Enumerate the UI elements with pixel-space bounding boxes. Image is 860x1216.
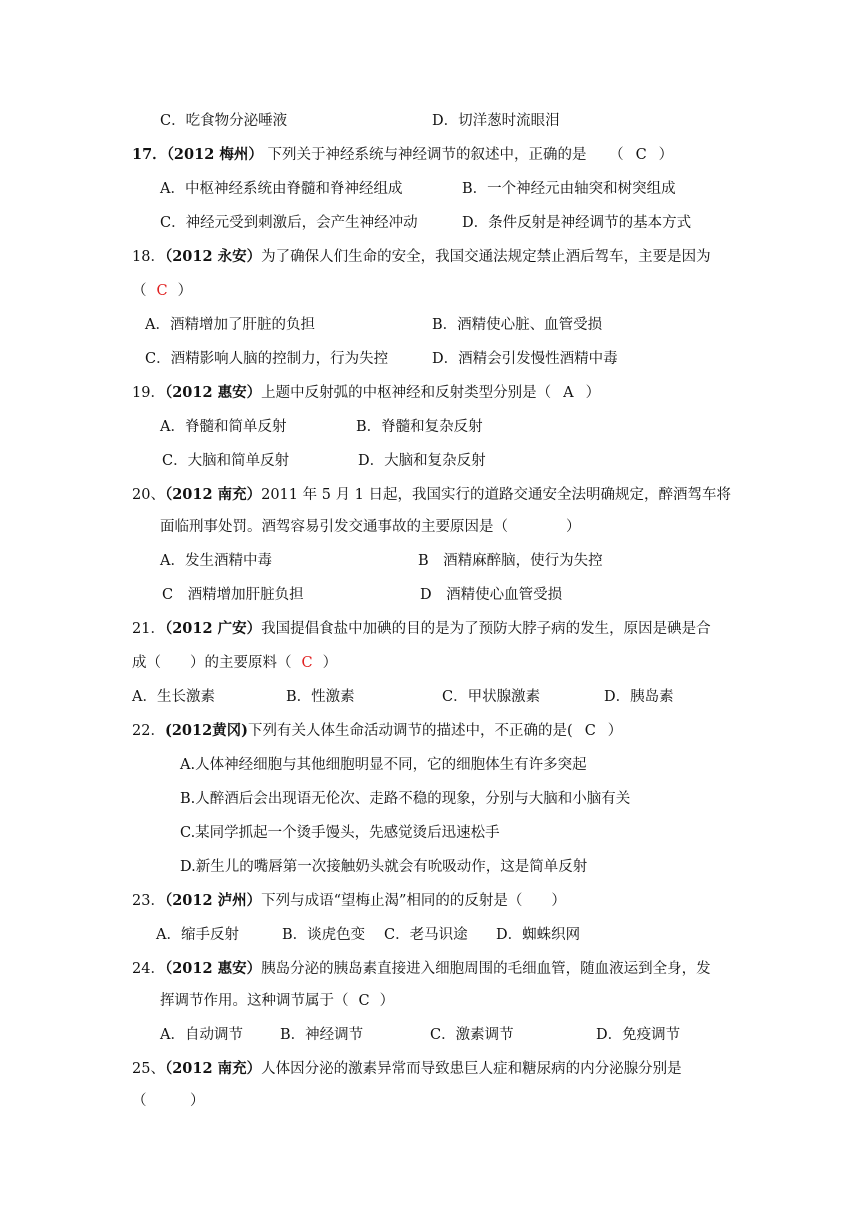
question-stem-2: 成（ ）的主要原料（	[132, 655, 292, 671]
question-stem-1: 2011 年 5 月 1 日起，我国实行的道路交通安全法明确规定，醉酒驾车将	[261, 487, 732, 503]
q24-option-c: C．激素调节	[430, 1027, 514, 1043]
q20-option-b: B 酒精麻醉脑，使行为失控	[418, 553, 603, 569]
q17-option-b: B．一个神经元由轴突和树突组成	[462, 181, 676, 197]
q23-option-a: A．缩手反射	[156, 927, 239, 943]
q24-option-d: D．免疫调节	[596, 1027, 681, 1043]
q21-option-b: B．性激素	[286, 689, 355, 705]
answer-close: ）	[585, 385, 601, 401]
q24-option-a: A．自动调节	[160, 1027, 243, 1043]
answer-close: ）	[322, 655, 338, 671]
question-25	[132, 1059, 682, 1079]
q16-option-d: D．切洋葱时流眼泪	[432, 113, 560, 129]
answer-close: ）	[379, 993, 395, 1009]
question-stem-2: （ ）	[132, 1093, 205, 1109]
question-stem: 为了确保人们生命的安全，我国交通法规定禁止酒后驾车，主要是因为	[261, 249, 711, 265]
q19-option-b: B．脊髓和复杂反射	[356, 419, 483, 435]
answer: C	[156, 283, 168, 299]
question-stem-1: 人体因分泌的激素异常而导致患巨人症和糖尿病的内分泌腺分别是	[261, 1061, 682, 1077]
q17-option-c: C．神经元受到刺激后，会产生神经冲动	[160, 215, 418, 231]
question-number: 20、	[132, 487, 165, 503]
answer: C	[584, 723, 596, 739]
answer-open: （	[609, 147, 624, 163]
answer-close: ）	[607, 723, 623, 739]
question-number: 22．	[132, 723, 165, 739]
question-23	[132, 891, 566, 911]
question-stem: 上题中反射弧的中枢神经和反射类型分别是（	[261, 385, 552, 401]
q18-option-b: B．酒精使心脏、血管受损	[432, 317, 603, 333]
question-source: （2012 惠安）	[164, 960, 262, 977]
q20-option-a: A．发生酒精中毒	[160, 553, 272, 569]
question-source: (2012黄冈)	[164, 722, 249, 739]
question-number: 19．	[132, 385, 165, 401]
q19-option-a: A．脊髓和简单反射	[160, 419, 287, 435]
question-19	[132, 383, 600, 403]
question-number: 24．	[132, 961, 165, 977]
question-24	[132, 959, 711, 979]
answer-close: ）	[177, 283, 193, 299]
q20-option-c: C 酒精增加肝脏负担	[162, 587, 304, 603]
q19-option-d: D．大脑和复杂反射	[358, 453, 486, 469]
q24-stem-2	[160, 991, 394, 1011]
question-source: （2012 永安）	[164, 248, 262, 265]
question-17	[132, 145, 673, 165]
q23-option-c: C．老马识途	[384, 927, 468, 943]
q20-option-d: D 酒精使心血管受损	[420, 587, 563, 603]
q18-option-c: C．酒精影响人脑的控制力，行为失控	[145, 351, 389, 367]
q22-option-b: B.人醉酒后会出现语无伦次、走路不稳的现象，分别与大脑和小脑有关	[180, 791, 631, 807]
question-source: （2012 泸州）	[164, 892, 262, 909]
q18-option-d: D．酒精会引发慢性酒精中毒	[432, 351, 618, 367]
q23-option-b: B．谈虎色变	[282, 927, 366, 943]
answer-open: （	[132, 283, 147, 299]
question-20	[132, 485, 731, 505]
answer: C	[358, 993, 370, 1009]
q21-option-c: C．甲状腺激素	[442, 689, 541, 705]
q18-answer	[132, 281, 192, 301]
q24-option-b: B．神经调节	[280, 1027, 364, 1043]
answer: C	[635, 147, 647, 163]
q17-option-a: A．中枢神经系统由脊髓和脊神经组成	[160, 181, 403, 197]
q21-option-d: D．胰岛素	[604, 689, 674, 705]
question-number: 23．	[132, 893, 165, 909]
question-stem-2: 挥调节作用。这种调节属于（	[160, 993, 349, 1009]
q22-option-d: D.新生儿的嘴唇第一次接触奶头就会有吮吸动作，这是简单反射	[180, 859, 588, 875]
answer: A	[563, 385, 574, 401]
q21-option-a: A．生长激素	[132, 689, 215, 705]
q22-option-c: C.某同学抓起一个烫手馒头，先感觉烫后迅速松手	[180, 825, 500, 841]
question-stem-2: 面临刑事处罚。酒驾容易引发交通事故的主要原因是（ ）	[160, 519, 581, 535]
question-18	[132, 247, 711, 267]
question-number: 25、	[132, 1061, 165, 1077]
q16-option-c: C．吃食物分泌唾液	[160, 113, 288, 129]
question-number: 21．	[132, 621, 165, 637]
question-22	[132, 721, 622, 741]
answer: C	[301, 655, 313, 671]
answer-close: ）	[658, 147, 674, 163]
question-stem: 下列与成语“望梅止渴”相同的的反射是（ ）	[261, 893, 566, 909]
question-stem-1: 胰岛分泌的胰岛素直接进入细胞周围的毛细血管，随血液运到全身，发	[261, 961, 711, 977]
question-source: （2012 惠安）	[164, 384, 262, 401]
question-stem: 下列关于神经系统与神经调节的叙述中，正确的是	[267, 147, 587, 163]
question-21	[132, 619, 711, 639]
question-stem-1: 我国提倡食盐中加碘的目的是为了预防大脖子病的发生，原因是碘是合	[261, 621, 711, 637]
q21-stem-2	[132, 653, 337, 673]
question-number: 18．	[132, 249, 165, 265]
q19-option-c: C．大脑和简单反射	[162, 453, 290, 469]
question-number: 17．	[132, 146, 167, 163]
question-stem: 下列有关人体生命活动调节的描述中，不正确的是(	[248, 723, 573, 739]
question-source: （2012 梅州）	[166, 146, 263, 163]
question-source: （2012 南充）	[164, 1060, 262, 1077]
q18-option-a: A．酒精增加了肝脏的负担	[145, 317, 315, 333]
question-source: （2012 南充）	[164, 486, 262, 503]
q23-option-d: D．蜘蛛织网	[496, 927, 581, 943]
q22-option-a: A.人体神经细胞与其他细胞明显不同，它的细胞体生有许多突起	[180, 757, 587, 773]
q17-option-d: D．条件反射是神经调节的基本方式	[462, 215, 692, 231]
question-source: （2012 广安）	[164, 620, 262, 637]
